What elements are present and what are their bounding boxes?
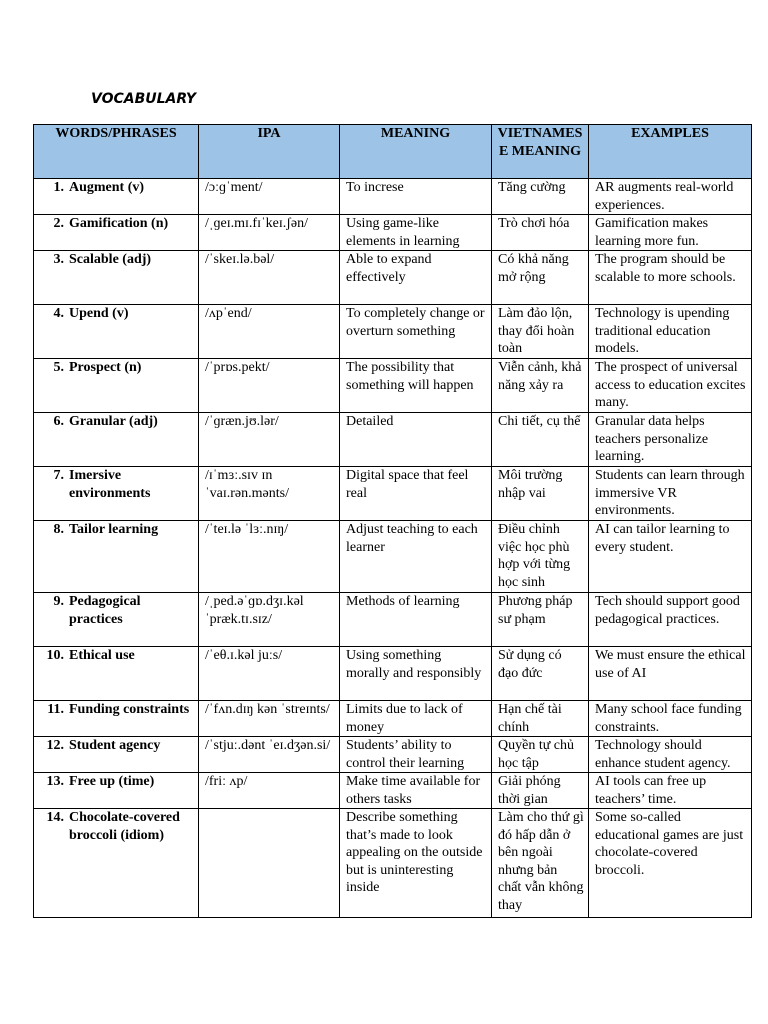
- meaning-cell: To completely change or overturn something: [340, 305, 492, 359]
- word-cell: [34, 305, 199, 359]
- row-number: 2.: [53, 216, 64, 231]
- word-cell: [34, 251, 199, 305]
- ipa-cell: /ˈprɒs.pekt/: [199, 359, 340, 413]
- word-entry: [40, 251, 194, 269]
- meaning-cell: Using game-like elements in learning: [340, 215, 492, 251]
- table-body: [34, 179, 752, 918]
- header-words: WORDS/PHRASES: [34, 125, 199, 179]
- example-cell: The prospect of universal access to education excites many.: [589, 359, 752, 413]
- word-text: Scalable (adj): [69, 252, 152, 267]
- word-entry: [40, 521, 194, 539]
- vietnamese-cell: Làm đảo lộn, thay đổi hoàn toàn: [492, 305, 589, 359]
- word-cell: [34, 773, 199, 809]
- row-number: 5.: [53, 360, 64, 375]
- example-cell: Students can learn through immersive VR environments.: [589, 467, 752, 521]
- example-cell: AI tools can free up teachers’ time.: [589, 773, 752, 809]
- ipa-cell: /ˈteɪ.lə ˈlɜː.nɪŋ/: [199, 521, 340, 593]
- word-cell: [34, 521, 199, 593]
- ipa-cell: /ɪˈmɜː.sɪv ɪn ˈvaɪ.rən.mənts/: [199, 467, 340, 521]
- header-ipa: IPA: [199, 125, 340, 179]
- page-title: VOCABULARY: [91, 91, 197, 107]
- row-number: 10.: [46, 648, 64, 663]
- row-number: 9.: [53, 594, 64, 609]
- meaning-cell: Methods of learning: [340, 593, 492, 647]
- table-row: [34, 521, 752, 593]
- vietnamese-cell: Trò chơi hóa: [492, 215, 589, 251]
- vietnamese-cell: Giải phóng thời gian: [492, 773, 589, 809]
- word-cell: [34, 179, 199, 215]
- vietnamese-cell: Chi tiết, cụ thể: [492, 413, 589, 467]
- word-text: Ethical use: [69, 648, 135, 663]
- row-number: 13.: [46, 774, 64, 789]
- header-row: [34, 125, 752, 179]
- word-entry: [40, 179, 194, 197]
- ipa-cell: /ˌɡeɪ.mɪ.fɪˈkeɪ.ʃən/: [199, 215, 340, 251]
- word-text: Upend (v): [69, 306, 129, 321]
- table-row: [34, 215, 752, 251]
- word-entry: [40, 467, 194, 502]
- header-examples: EXAMPLES: [589, 125, 752, 179]
- word-entry: [40, 413, 194, 431]
- example-cell: Technology should enhance student agency.: [589, 737, 752, 773]
- table-header: [34, 125, 752, 179]
- word-text: Pedagogical practices: [69, 594, 141, 627]
- header-meaning: MEANING: [340, 125, 492, 179]
- word-text: Chocolate-covered broccoli (idiom): [69, 810, 180, 843]
- example-cell: Many school face funding constraints.: [589, 701, 752, 737]
- table-row: [34, 467, 752, 521]
- word-text: Gamification (n): [69, 216, 169, 231]
- meaning-cell: Detailed: [340, 413, 492, 467]
- ipa-cell: /ɔːɡˈment/: [199, 179, 340, 215]
- example-cell: AR augments real-world experiences.: [589, 179, 752, 215]
- row-number: 1.: [53, 180, 64, 195]
- table-row: [34, 737, 752, 773]
- word-cell: [34, 737, 199, 773]
- row-number: 3.: [53, 252, 64, 267]
- ipa-cell: /ʌpˈend/: [199, 305, 340, 359]
- word-entry: [40, 593, 194, 628]
- vietnamese-cell: Quyền tự chủ học tập: [492, 737, 589, 773]
- meaning-cell: Limits due to lack of money: [340, 701, 492, 737]
- vietnamese-cell: Phương pháp sư phạm: [492, 593, 589, 647]
- example-cell: Technology is upending traditional education models.: [589, 305, 752, 359]
- meaning-cell: Describe something that’s made to look appealing on the outside but is uninteresting inside: [340, 809, 492, 918]
- table-row: [34, 413, 752, 467]
- row-number: 12.: [46, 738, 64, 753]
- example-cell: Granular data helps teachers personalize learning.: [589, 413, 752, 467]
- example-cell: Some so-called educational games are just chocolate-covered broccoli.: [589, 809, 752, 918]
- row-number: 6.: [53, 414, 64, 429]
- vietnamese-cell: Sử dụng có đạo đức: [492, 647, 589, 701]
- vietnamese-cell: Làm cho thứ gì đó hấp dẫn ở bên ngoài nhưng bản chất vẫn không thay: [492, 809, 589, 918]
- word-cell: [34, 809, 199, 918]
- table-row: [34, 647, 752, 701]
- meaning-cell: Adjust teaching to each learner: [340, 521, 492, 593]
- ipa-cell: /ˌped.əˈɡɒ.dʒɪ.kəl ˈpræk.tɪ.sɪz/: [199, 593, 340, 647]
- example-cell: Gamification makes learning more fun.: [589, 215, 752, 251]
- row-number: 7.: [53, 468, 64, 483]
- meaning-cell: Using something morally and responsibly: [340, 647, 492, 701]
- ipa-cell: /ˈeθ.ɪ.kəl juːs/: [199, 647, 340, 701]
- ipa-cell: /ˈskeɪ.lə.bəl/: [199, 251, 340, 305]
- word-entry: [40, 701, 194, 719]
- vietnamese-cell: Hạn chế tài chính: [492, 701, 589, 737]
- word-text: Imersive environments: [69, 468, 151, 501]
- meaning-cell: Students’ ability to control their learning: [340, 737, 492, 773]
- word-cell: [34, 701, 199, 737]
- word-cell: [34, 647, 199, 701]
- ipa-cell: /friː ʌp/: [199, 773, 340, 809]
- row-number: 4.: [53, 306, 64, 321]
- word-entry: [40, 773, 194, 791]
- row-number: 8.: [53, 522, 64, 537]
- table-row: [34, 773, 752, 809]
- table-row: [34, 809, 752, 918]
- meaning-cell: The possibility that something will happen: [340, 359, 492, 413]
- example-cell: The program should be scalable to more schools.: [589, 251, 752, 305]
- vietnamese-cell: Tăng cường: [492, 179, 589, 215]
- header-vietnamese: VIETNAMESE MEANING: [492, 125, 589, 179]
- row-number: 14.: [46, 810, 64, 825]
- vietnamese-cell: Điều chỉnh việc học phù hợp với từng học sinh: [492, 521, 589, 593]
- meaning-cell: Able to expand effectively: [340, 251, 492, 305]
- word-entry: [40, 647, 194, 665]
- table-row: [34, 305, 752, 359]
- meaning-cell: To increse: [340, 179, 492, 215]
- word-text: Prospect (n): [69, 360, 142, 375]
- vietnamese-cell: Viễn cảnh, khả năng xảy ra: [492, 359, 589, 413]
- table-row: [34, 179, 752, 215]
- word-cell: [34, 467, 199, 521]
- word-text: Student agency: [69, 738, 161, 753]
- meaning-cell: Make time available for others tasks: [340, 773, 492, 809]
- ipa-cell: /ˈstjuː.dənt ˈeɪ.dʒən.si/: [199, 737, 340, 773]
- word-entry: [40, 359, 194, 377]
- word-cell: [34, 413, 199, 467]
- vietnamese-cell: Có khả năng mở rộng: [492, 251, 589, 305]
- table-row: [34, 701, 752, 737]
- ipa-cell: [199, 809, 340, 918]
- meaning-cell: Digital space that feel real: [340, 467, 492, 521]
- word-text: Augment (v): [69, 180, 145, 195]
- word-cell: [34, 215, 199, 251]
- example-cell: AI can tailor learning to every student.: [589, 521, 752, 593]
- table-row: [34, 359, 752, 413]
- word-cell: [34, 593, 199, 647]
- vietnamese-cell: Môi trường nhập vai: [492, 467, 589, 521]
- word-cell: [34, 359, 199, 413]
- word-text: Tailor learning: [69, 522, 159, 537]
- vocabulary-table: [33, 124, 752, 918]
- word-entry: [40, 305, 194, 323]
- table-row: [34, 593, 752, 647]
- table-row: [34, 251, 752, 305]
- example-cell: Tech should support good pedagogical practices.: [589, 593, 752, 647]
- word-text: Granular (adj): [69, 414, 158, 429]
- ipa-cell: /ˈɡræn.jʊ.lər/: [199, 413, 340, 467]
- ipa-cell: /ˈfʌn.dɪŋ kən ˈstreɪnts/: [199, 701, 340, 737]
- word-text: Free up (time): [69, 774, 155, 789]
- word-entry: [40, 215, 194, 233]
- word-entry: [40, 809, 194, 844]
- example-cell: We must ensure the ethical use of AI: [589, 647, 752, 701]
- row-number: 11.: [47, 702, 64, 717]
- word-entry: [40, 737, 194, 755]
- word-text: Funding constraints: [69, 702, 190, 717]
